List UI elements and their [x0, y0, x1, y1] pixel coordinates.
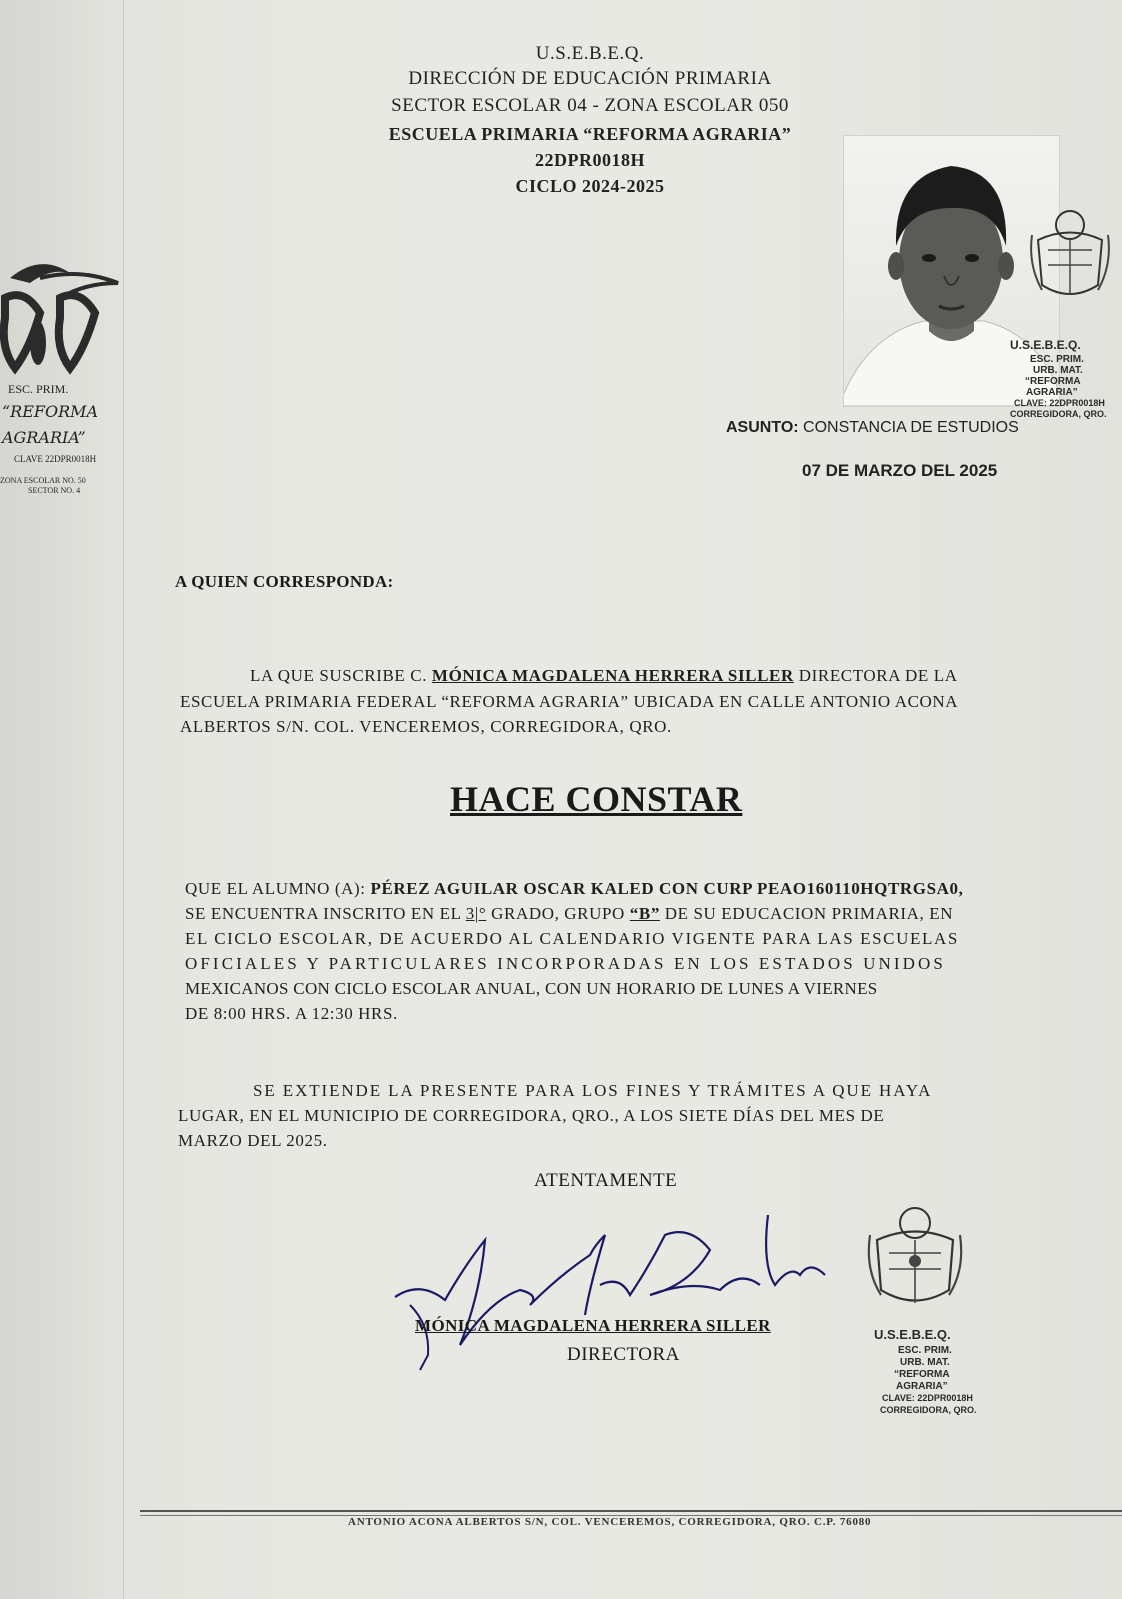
p2-line4: OFICIALES Y PARTICULARES INCORPORADAS EN LOS ESTADOS UNIDOS — [185, 954, 946, 973]
header-ciclo: CICLO 2024-2025 — [515, 176, 665, 196]
p2-grupo: “B” — [629, 904, 660, 923]
p1-line3: ALBERTOS S/N. COL. VENCEREMOS, CORREGIDORA, QRO. — [180, 717, 672, 736]
p2-line2 — [185, 901, 953, 926]
logo-zona: ZONA ESCOLAR NO. 50 — [0, 476, 86, 485]
header-school: ESCUELA PRIMARIA “REFORMA AGRARIA” — [388, 124, 792, 144]
p2-l2b: GRADO, GRUPO — [486, 904, 630, 923]
coat-of-arms-icon — [1028, 195, 1112, 305]
p3-line2: LUGAR, EN EL MUNICIPIO DE CORREGIDORA, QRO., A LOS SIETE DÍAS DEL MES DE — [178, 1106, 885, 1125]
asunto-label: ASUNTO: — [726, 419, 799, 436]
header-direction: DIRECCIÓN DE EDUCACIÓN PRIMARIA — [408, 68, 772, 89]
closing: ATENTAMENTE — [534, 1170, 678, 1191]
stamp-bottom-l5: CLAVE: 22DPR0018H — [882, 1393, 973, 1403]
stamp-top-l4: AGRARIA” — [1026, 387, 1078, 398]
document-title: HACE CONSTAR — [450, 779, 743, 819]
p2-line6: DE 8:00 HRS. A 12:30 HRS. — [185, 1004, 398, 1023]
logo-name-line1: “REFORMA — [2, 402, 99, 421]
logo-clave: CLAVE 22DPR0018H — [14, 454, 97, 464]
p1-intro: LA QUE SUSCRIBE C. — [250, 666, 428, 685]
signatory-name: MÓNICA MAGDALENA HERRERA SILLER — [415, 1316, 771, 1335]
footer-address: ANTONIO ACONA ALBERTOS S/N, COL. VENCEREMOS, CORREGIDORA, QRO. C.P. 76080 — [348, 1516, 872, 1528]
p3-line3: MARZO DEL 2025. — [178, 1131, 328, 1150]
school-emblem-icon — [0, 258, 120, 378]
p2-grado: 3|° — [465, 904, 487, 923]
stamp-top-org: U.S.E.B.E.Q. — [1010, 338, 1081, 352]
stamp-top-l6: CORREGIDORA, QRO. — [1010, 409, 1107, 419]
p1-rest: DIRECTORA DE LA — [793, 666, 958, 685]
document-date: 07 DE MARZO DEL 2025 — [802, 461, 998, 480]
header-org: U.S.E.B.E.Q. — [535, 43, 645, 64]
stamp-bottom-org: U.S.E.B.E.Q. — [874, 1327, 951, 1342]
asunto-value: CONSTANCIA DE ESTUDIOS — [803, 419, 1019, 436]
signatory-title: DIRECTORA — [567, 1344, 680, 1365]
p2-line1 — [185, 876, 963, 901]
stamp-top-l1: ESC. PRIM. — [1030, 354, 1084, 365]
asunto-line — [726, 419, 1019, 437]
stamp-bottom-l6: CORREGIDORA, QRO. — [880, 1405, 977, 1415]
header-sector: SECTOR ESCOLAR 04 - ZONA ESCOLAR 050 — [391, 95, 789, 116]
p1-director-name: MÓNICA MAGDALENA HERRERA SILLER — [431, 666, 794, 685]
p1-line2: ESCUELA PRIMARIA FEDERAL “REFORMA AGRARIA” UBICADA EN CALLE ANTONIO ACONA — [180, 692, 959, 711]
coat-of-arms-bottom-icon — [865, 1195, 965, 1315]
p3-line1: SE EXTIENDE LA PRESENTE PARA LOS FINES Y TRÁMITES A QUE HAYA — [253, 1081, 933, 1100]
p2-l2a: SE ENCUENTRA INSCRITO EN EL — [185, 904, 466, 923]
stamp-top-l5: CLAVE: 22DPR0018H — [1014, 398, 1105, 408]
stamp-top-l3: “REFORMA — [1025, 376, 1081, 387]
logo-esc-prim: ESC. PRIM. — [8, 382, 69, 396]
logo-name-line2: AGRARIA” — [2, 428, 86, 447]
header-clave: 22DPR0018H — [535, 150, 645, 170]
stamp-bottom-l1: ESC. PRIM. — [898, 1345, 952, 1356]
p2-line3: EL CICLO ESCOLAR, DE ACUERDO AL CALENDARIO VIGENTE PARA LAS ESCUELAS — [185, 929, 959, 948]
p2-line5: MEXICANOS CON CICLO ESCOLAR ANUAL, CON UN HORARIO DE LUNES A VIERNES — [185, 979, 878, 998]
stamp-bottom-l2: URB. MAT. — [900, 1357, 950, 1368]
stamp-bottom-l4: AGRARIA” — [896, 1381, 948, 1392]
p2-intro: QUE EL ALUMNO (A): — [185, 879, 371, 898]
p2-student: PÉREZ AGUILAR OSCAR KALED CON CURP PEAO160110HQTRGSA0, — [370, 879, 964, 898]
salutation: A QUIEN CORRESPONDA: — [175, 572, 394, 591]
p1-line1 — [250, 663, 958, 688]
p2-l2c: DE SU EDUCACION PRIMARIA, EN — [659, 904, 954, 923]
student-portrait-icon — [844, 136, 1059, 406]
page-fold — [123, 0, 124, 1599]
logo-sector: SECTOR NO. 4 — [28, 486, 81, 495]
stamp-bottom-l3: “REFORMA — [894, 1369, 950, 1380]
stamp-top-l2: URB. MAT. — [1033, 365, 1083, 376]
